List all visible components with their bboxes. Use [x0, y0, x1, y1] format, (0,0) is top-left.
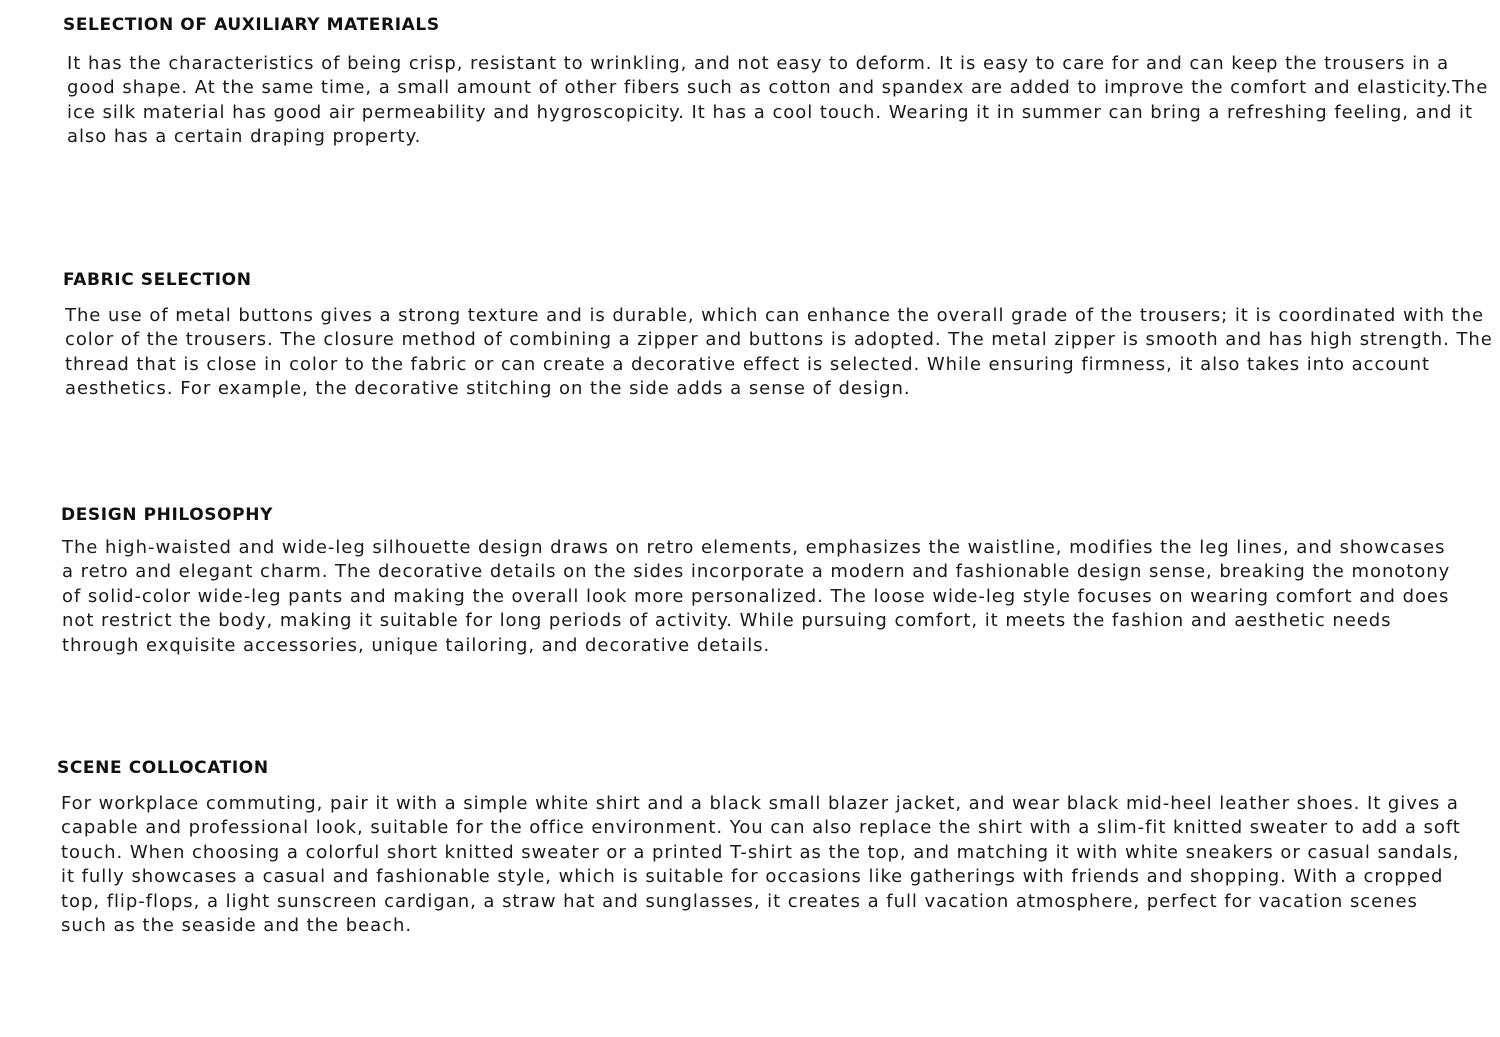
section-paragraph: For workplace commuting, pair it with a simple white shirt and a black small blazer jacket, and wear black mid-heel leather shoes. It gives a capable and professional look, suitable for the office environment. You can also replace the shirt with a slim-fit knitted sweater to add a soft touch. When choosing a colorful short knitted sweater or a printed T-shirt as the top, and matching it with white sneakers or casual sandals, it fully showcases a casual and fashionable style, which is suitable for occasions like gatherings with friends and shopping. With a cropped top, flip-flops, a light sunscreen cardigan, a straw hat and sunglasses, it creates a full vacation atmosphere, perfect for vacation scenes such as the seaside and the beach. — [61, 793, 1461, 937]
section-heading: DESIGN PHILOSOPHY — [61, 505, 273, 525]
section-heading: SCENE COLLOCATION — [57, 758, 269, 778]
section-heading: SELECTION OF AUXILIARY MATERIALS — [63, 15, 440, 35]
section-paragraph: The use of metal buttons gives a strong texture and is durable, which can enhance the overall grade of the trousers; it is coordinated with the color of the trousers. The closure method of combining a zipper and buttons is adopted. The metal zipper is smooth and has high strength. The thread that is close in color to the fabric or can create a decorative effect is selected. While ensuring firmness, it also takes into account aesthetics. For example, the decorative stitching on the side adds a sense of design. — [65, 305, 1493, 400]
section-heading: FABRIC SELECTION — [63, 270, 252, 290]
section-paragraph: It has the characteristics of being crisp, resistant to wrinkling, and not easy to deform. It is easy to care for and can keep the trousers in a good shape. At the same time, a small amount of other fibers such as cotton and spandex are added to improve the comfort and elasticity.The ice silk material has good air permeability and hygroscopicity. It has a cool touch. Wearing it in summer can bring a refreshing feeling, and it also has a certain draping property. — [67, 53, 1489, 148]
section-scene-collocation — [57, 757, 1497, 938]
section-fabric-selection — [63, 269, 1500, 402]
section-design-philosophy — [61, 504, 1500, 658]
section-auxiliary-materials — [63, 14, 1500, 150]
section-paragraph: The high-waisted and wide-leg silhouette design draws on retro elements, emphasizes the waistline, modifies the leg lines, and showcases a retro and elegant charm. The decorative details on the sides incorporate a modern and fashionable design sense, breaking the monotony of solid-color wide-leg pants and making the overall look more personalized. The loose wide-leg style focuses on wearing comfort and does not restrict the body, making it suitable for long periods of activity. While pursuing comfort, it meets the fashion and aesthetic needs through exquisite accessories, unique tailoring, and decorative details. — [62, 537, 1451, 656]
